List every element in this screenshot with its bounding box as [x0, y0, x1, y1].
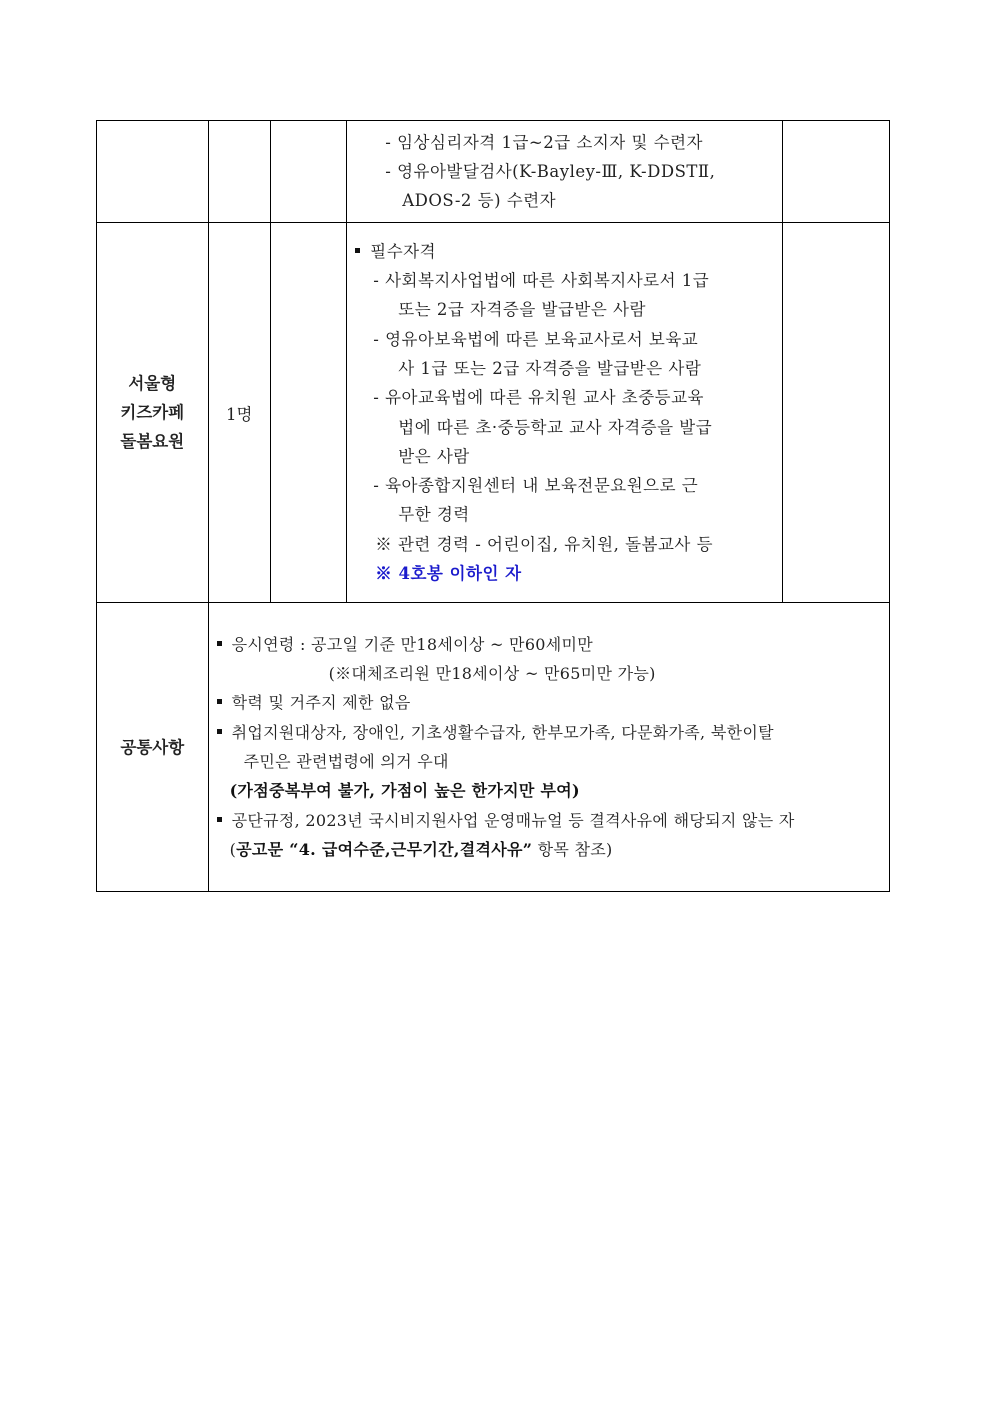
disqualification-requirement: 공단규정, 2023년 국시비지원사업 운영매뉴얼 등 결격사유에 해당되지 않는 자 [217, 806, 881, 835]
education-requirement: 학력 및 거주지 제한 없음 [217, 688, 881, 717]
square-bullet-icon [217, 641, 222, 646]
qualification-line: - 유아교육법에 따른 유치원 교사 초중등교육 [373, 388, 704, 408]
note-cell [783, 223, 890, 603]
qualification-line: - 영유아보육법에 따른 보육교사로서 보육교 [373, 329, 699, 349]
qualification-line: - 영유아발달검사(K-Bayley-Ⅲ, K-DDSTⅡ, [385, 161, 716, 181]
headcount-cell: 1명 [208, 223, 270, 603]
position-cell [97, 121, 209, 223]
qualification-line: - 육아종합지원센터 내 보육전문요원으로 근 [373, 476, 699, 496]
table-row-continued [97, 121, 890, 223]
headcount-cell [208, 121, 270, 223]
position-cell [97, 223, 209, 603]
qualification-line: 법에 따른 초·중등학교 교사 자격증을 발급 [398, 417, 713, 437]
preference-requirement: 취업지원대상자, 장애인, 기초생활수급자, 한부모가족, 다문화가족, 북한이탈 [217, 718, 881, 747]
square-bullet-icon [217, 817, 222, 822]
square-bullet-icon [355, 248, 360, 253]
note-cell [783, 121, 890, 223]
position-line: 서울형 [128, 374, 177, 393]
blank-cell [270, 121, 346, 223]
required-heading: 필수자격 [355, 237, 782, 266]
common-title-cell: 공통사항 [97, 603, 209, 892]
common-requirements-cell [208, 603, 889, 892]
square-bullet-icon [217, 699, 222, 704]
qualification-line: 사 1급 또는 2급 자격증을 발급받은 사람 [398, 358, 702, 378]
blank-cell [270, 223, 346, 603]
position-line: 돌봄요원 [120, 432, 185, 451]
age-requirement-exception: (※대체조리원 만18세이상 ~ 만65미만 가능) [328, 664, 656, 684]
qualification-line: - 임상심리자격 1급~2급 소지자 및 수련자 [385, 132, 703, 152]
qualification-line: 또는 2급 자격증을 발급받은 사람 [398, 300, 646, 320]
qualification-line: - 사회복지사업법에 따른 사회복지사로서 1급 [373, 271, 710, 291]
qualification-cell [347, 223, 783, 603]
table-row-common [97, 603, 890, 892]
recruitment-table [96, 120, 890, 892]
disqualification-reference: (공고문 “4. 급여수준,근무기간,결격사유” 항목 참조) [229, 839, 613, 859]
square-bullet-icon [217, 729, 222, 734]
qualification-line: ADOS-2 등) 수련자 [402, 191, 557, 211]
age-requirement: 응시연령 : 공고일 기준 만18세이상 ~ 만60세미만 [217, 630, 881, 659]
position-line: 키즈카페 [120, 403, 185, 422]
qualification-line: 무한 경력 [398, 505, 470, 525]
preference-continuation: 주민은 관련법령에 의거 우대 [243, 752, 449, 771]
preference-note: (가점중복부여 불가, 가점이 높은 한가지만 부여) [229, 781, 580, 801]
qualification-cell [347, 121, 783, 223]
pay-grade-note: ※ 4호봉 이하인 자 [375, 563, 522, 583]
qualification-line: 받은 사람 [398, 446, 470, 466]
related-experience-note: ※ 관련 경력 - 어린이집, 유치원, 돌봄교사 등 [375, 534, 714, 554]
table-row-kids-cafe [97, 223, 890, 603]
